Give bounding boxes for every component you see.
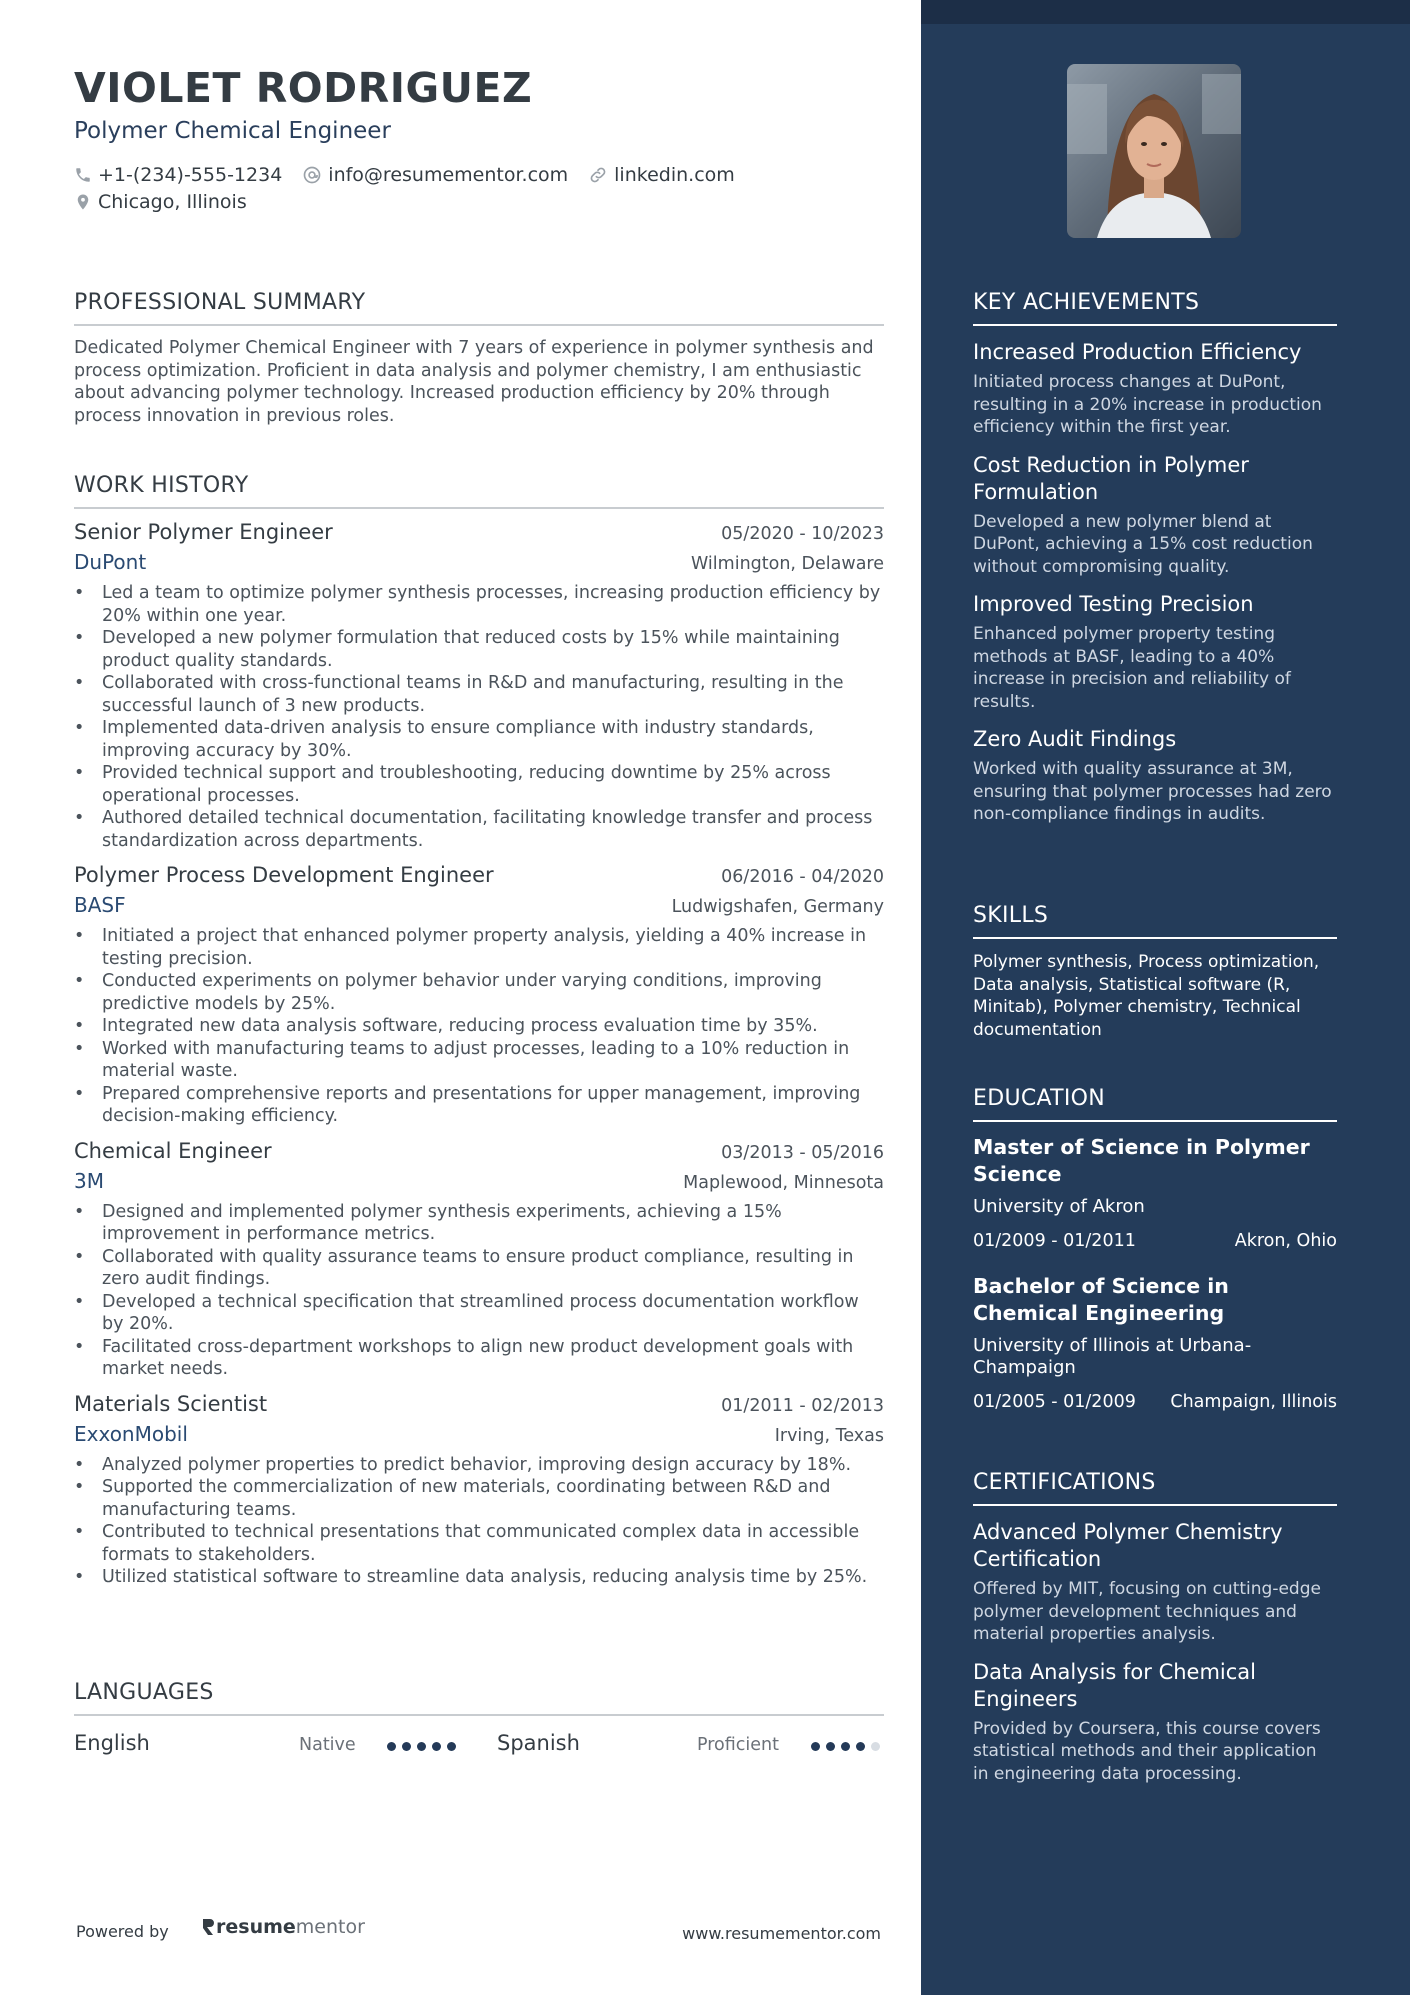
education-item	[973, 1273, 1337, 1412]
rating-dot	[826, 1742, 835, 1751]
achievement-item	[973, 452, 1337, 579]
section-heading: WORK HISTORY	[74, 473, 249, 498]
list-item: • Contributed to technical presentations that communicated complex data in accessible formats to stakeholders.	[74, 1521, 884, 1566]
phone-icon	[74, 166, 92, 184]
contact-email[interactable]	[302, 164, 568, 186]
education-item	[973, 1134, 1337, 1251]
education-location: Akron, Ohio	[1234, 1230, 1337, 1251]
achievement-item	[973, 591, 1337, 713]
list-item: • Designed and implemented polymer synthesis experiments, achieving a 15% improvement in performance metrics.	[74, 1201, 884, 1246]
certification-item	[973, 1659, 1337, 1786]
powered-by-text: Powered by	[76, 1922, 169, 1941]
education-school: University of Akron	[973, 1196, 1145, 1217]
brand-light: mentor	[295, 1916, 365, 1938]
job-title: Polymer Process Development Engineer	[74, 863, 494, 887]
language-name: Spanish	[497, 1731, 580, 1755]
job-entry	[74, 863, 884, 1128]
language-name: English	[74, 1731, 150, 1755]
profile-photo	[1067, 64, 1241, 238]
job-entry	[74, 1139, 884, 1381]
rating-dot	[447, 1742, 456, 1751]
education-section	[973, 1086, 1337, 1412]
list-item: • Worked with manufacturing teams to adjust processes, leading to a 10% reduction in material waste.	[74, 1038, 884, 1083]
language-rating	[387, 1742, 462, 1751]
job-company: 3M	[74, 1168, 104, 1193]
list-item: • Conducted experiments on polymer behavior under varying conditions, improving predictive models by 25%.	[74, 970, 884, 1015]
contact-linkedin[interactable]	[588, 164, 735, 186]
rating-dot	[387, 1742, 396, 1751]
list-item: • Initiated a project that enhanced polymer property analysis, yielding a 40% increase in testing precision.	[74, 925, 884, 970]
list-item: • Developed a technical specification that streamlined process documentation workflow by 20%.	[74, 1291, 884, 1336]
achievement-item	[973, 726, 1337, 826]
education-location: Champaign, Illinois	[1170, 1391, 1337, 1412]
section-divider	[973, 937, 1337, 939]
rating-dot	[432, 1742, 441, 1751]
job-location: Ludwigshafen, Germany	[671, 897, 884, 917]
brand-mark-icon	[200, 1917, 216, 1937]
rating-dot	[841, 1742, 850, 1751]
footer-website-link[interactable]: www.resumementor.com	[682, 1924, 881, 1943]
language-level: Proficient	[697, 1735, 779, 1755]
summary-text: Dedicated Polymer Chemical Engineer with 7 years of experience in polymer synthesis and process optimization. Proficient in data analysis and polymer chemistry, I am enthusiastic about advancing polymer technology. Increased production efficiency by 20% through process innovation in previous roles.	[74, 338, 874, 426]
achievement-text: Developed a new polymer blend at DuPont, achieving a 15% cost reduction without compromising quality.	[973, 511, 1313, 577]
location-text: Chicago, Illinois	[98, 190, 247, 213]
section-divider	[74, 507, 884, 509]
section-divider	[973, 324, 1337, 326]
section-heading: SKILLS	[973, 903, 1049, 928]
job-dates: 05/2020 - 10/2023	[721, 524, 884, 544]
section-heading: LANGUAGES	[74, 1680, 214, 1705]
job-company: DuPont	[74, 550, 147, 574]
job-location: Irving, Texas	[774, 1425, 884, 1446]
job-title: Senior Polymer Engineer	[74, 520, 333, 544]
rating-dot	[417, 1742, 426, 1751]
list-item: • Integrated new data analysis software, reducing process evaluation time by 35%.	[74, 1015, 884, 1038]
contact-phone[interactable]	[74, 164, 282, 186]
list-item: • Authored detailed technical documentation, facilitating knowledge transfer and process standardization across departments.	[74, 807, 884, 852]
sidebar	[921, 0, 1410, 1995]
certification-title: Advanced Polymer Chemistry Certification	[973, 1520, 1283, 1571]
section-divider	[973, 1120, 1337, 1122]
email-text: info@resumementor.com	[328, 163, 569, 186]
key-achievements-section	[973, 290, 1337, 826]
rating-dot	[856, 1742, 865, 1751]
certification-text: Provided by Coursera, this course covers statistical methods and their application in engineering data processing.	[973, 1718, 1321, 1784]
job-entry	[74, 520, 884, 852]
section-heading: EDUCATION	[973, 1086, 1106, 1111]
link-icon	[588, 165, 608, 185]
education-dates: 01/2005 - 01/2009	[973, 1391, 1136, 1412]
phone-text: +1-(234)-555-1234	[98, 163, 283, 186]
job-dates: 01/2011 - 02/2013	[721, 1395, 884, 1416]
job-dates: 03/2013 - 05/2016	[721, 1142, 884, 1163]
job-company: BASF	[74, 893, 126, 917]
contact-info	[74, 161, 884, 215]
job-company: ExxonMobil	[74, 1421, 188, 1446]
job-bullets	[74, 1454, 884, 1589]
list-item: • Implemented data-driven analysis to ensure compliance with industry standards, improving accuracy by 30%.	[74, 717, 884, 762]
at-icon	[302, 165, 322, 185]
section-heading: KEY ACHIEVEMENTS	[973, 290, 1200, 315]
job-bullets	[74, 582, 884, 852]
education-degree: Bachelor of Science in Chemical Engineering	[973, 1273, 1229, 1325]
portrait-image	[1067, 64, 1241, 238]
brand-bold: resume	[216, 1916, 296, 1938]
education-degree: Master of Science in Polymer Science	[973, 1135, 1310, 1186]
list-item: • Collaborated with cross-functional teams in R&D and manufacturing, resulting in the successful launch of 3 new products.	[74, 672, 884, 717]
candidate-title: Polymer Chemical Engineer	[74, 118, 391, 144]
list-item: • Collaborated with quality assurance teams to ensure product compliance, resulting in zero audit findings.	[74, 1246, 884, 1291]
work-history-section	[74, 473, 884, 1589]
candidate-name: VIOLET RODRIGUEZ	[74, 64, 533, 112]
section-divider	[74, 1714, 884, 1716]
list-item: • Provided technical support and troubleshooting, reducing downtime by 25% across operational processes.	[74, 762, 884, 807]
language-rating	[811, 1742, 886, 1751]
linkedin-text: linkedin.com	[614, 163, 735, 186]
section-divider	[973, 1504, 1337, 1506]
section-divider	[74, 324, 884, 326]
job-title: Materials Scientist	[74, 1391, 268, 1416]
list-item: • Utilized statistical software to streamline data analysis, reducing analysis time by 25%.	[74, 1566, 884, 1589]
skills-text: Polymer synthesis, Process optimization, Data analysis, Statistical software (R, Minitab), Polymer chemistry, Technical documentation	[973, 952, 1320, 1040]
location-pin-icon	[74, 192, 92, 212]
footer	[76, 1916, 881, 1946]
rating-dot	[811, 1742, 820, 1751]
achievement-title: Increased Production Efficiency	[973, 340, 1302, 364]
education-school: University of Illinois at Urbana-Champaign	[973, 1334, 1252, 1378]
achievement-title: Zero Audit Findings	[973, 727, 1177, 751]
brand-logo[interactable]	[200, 1916, 365, 1938]
list-item: • Prepared comprehensive reports and presentations for upper management, improving decision-making efficiency.	[74, 1083, 884, 1128]
sidebar-top-band	[921, 0, 1410, 24]
list-item: • Analyzed polymer properties to predict behavior, improving design accuracy by 18%.	[74, 1454, 884, 1477]
certification-item	[973, 1519, 1337, 1646]
job-location: Wilmington, Delaware	[691, 554, 884, 574]
contact-location	[74, 191, 247, 213]
languages-row	[74, 1726, 884, 1766]
certifications-section	[973, 1470, 1337, 1785]
list-item: • Supported the commercialization of new materials, coordinating between R&D and manufacturing teams.	[74, 1476, 884, 1521]
job-dates: 06/2016 - 04/2020	[721, 867, 884, 887]
list-item: • Facilitated cross-department workshops to align new product development goals with market needs.	[74, 1336, 884, 1381]
education-dates: 01/2009 - 01/2011	[973, 1230, 1136, 1251]
achievement-text: Enhanced polymer property testing methods at BASF, leading to a 40% increase in precision and reliability of results.	[973, 624, 1291, 712]
skills-section	[973, 903, 1337, 1041]
achievement-item	[973, 339, 1337, 439]
language-level: Native	[299, 1735, 356, 1755]
job-title: Chemical Engineer	[74, 1138, 272, 1163]
list-item: • Developed a new polymer formulation that reduced costs by 15% while maintaining product quality standards.	[74, 627, 884, 672]
job-entry	[74, 1392, 884, 1589]
job-bullets	[74, 1201, 884, 1381]
achievement-title: Cost Reduction in Polymer Formulation	[973, 452, 1249, 504]
rating-dot	[402, 1742, 411, 1751]
achievement-text: Worked with quality assurance at 3M, ensuring that polymer processes had zero non-compliance findings in audits.	[973, 759, 1332, 824]
job-location: Maplewood, Minnesota	[683, 1172, 884, 1193]
languages-section	[74, 1680, 884, 1766]
certification-text: Offered by MIT, focusing on cutting-edge polymer development techniques and material properties analysis.	[973, 1579, 1321, 1644]
achievement-title: Improved Testing Precision	[973, 592, 1254, 616]
certification-title: Data Analysis for Chemical Engineers	[973, 1659, 1256, 1711]
section-heading: CERTIFICATIONS	[973, 1470, 1156, 1495]
achievement-text: Initiated process changes at DuPont, resulting in a 20% increase in production efficiency within the first year.	[973, 372, 1322, 437]
professional-summary-section	[74, 290, 884, 427]
rating-dot	[871, 1742, 880, 1751]
section-heading: PROFESSIONAL SUMMARY	[74, 290, 366, 315]
list-item: • Led a team to optimize polymer synthesis processes, increasing production efficiency by 20% within one year.	[74, 582, 884, 627]
job-bullets	[74, 925, 884, 1128]
